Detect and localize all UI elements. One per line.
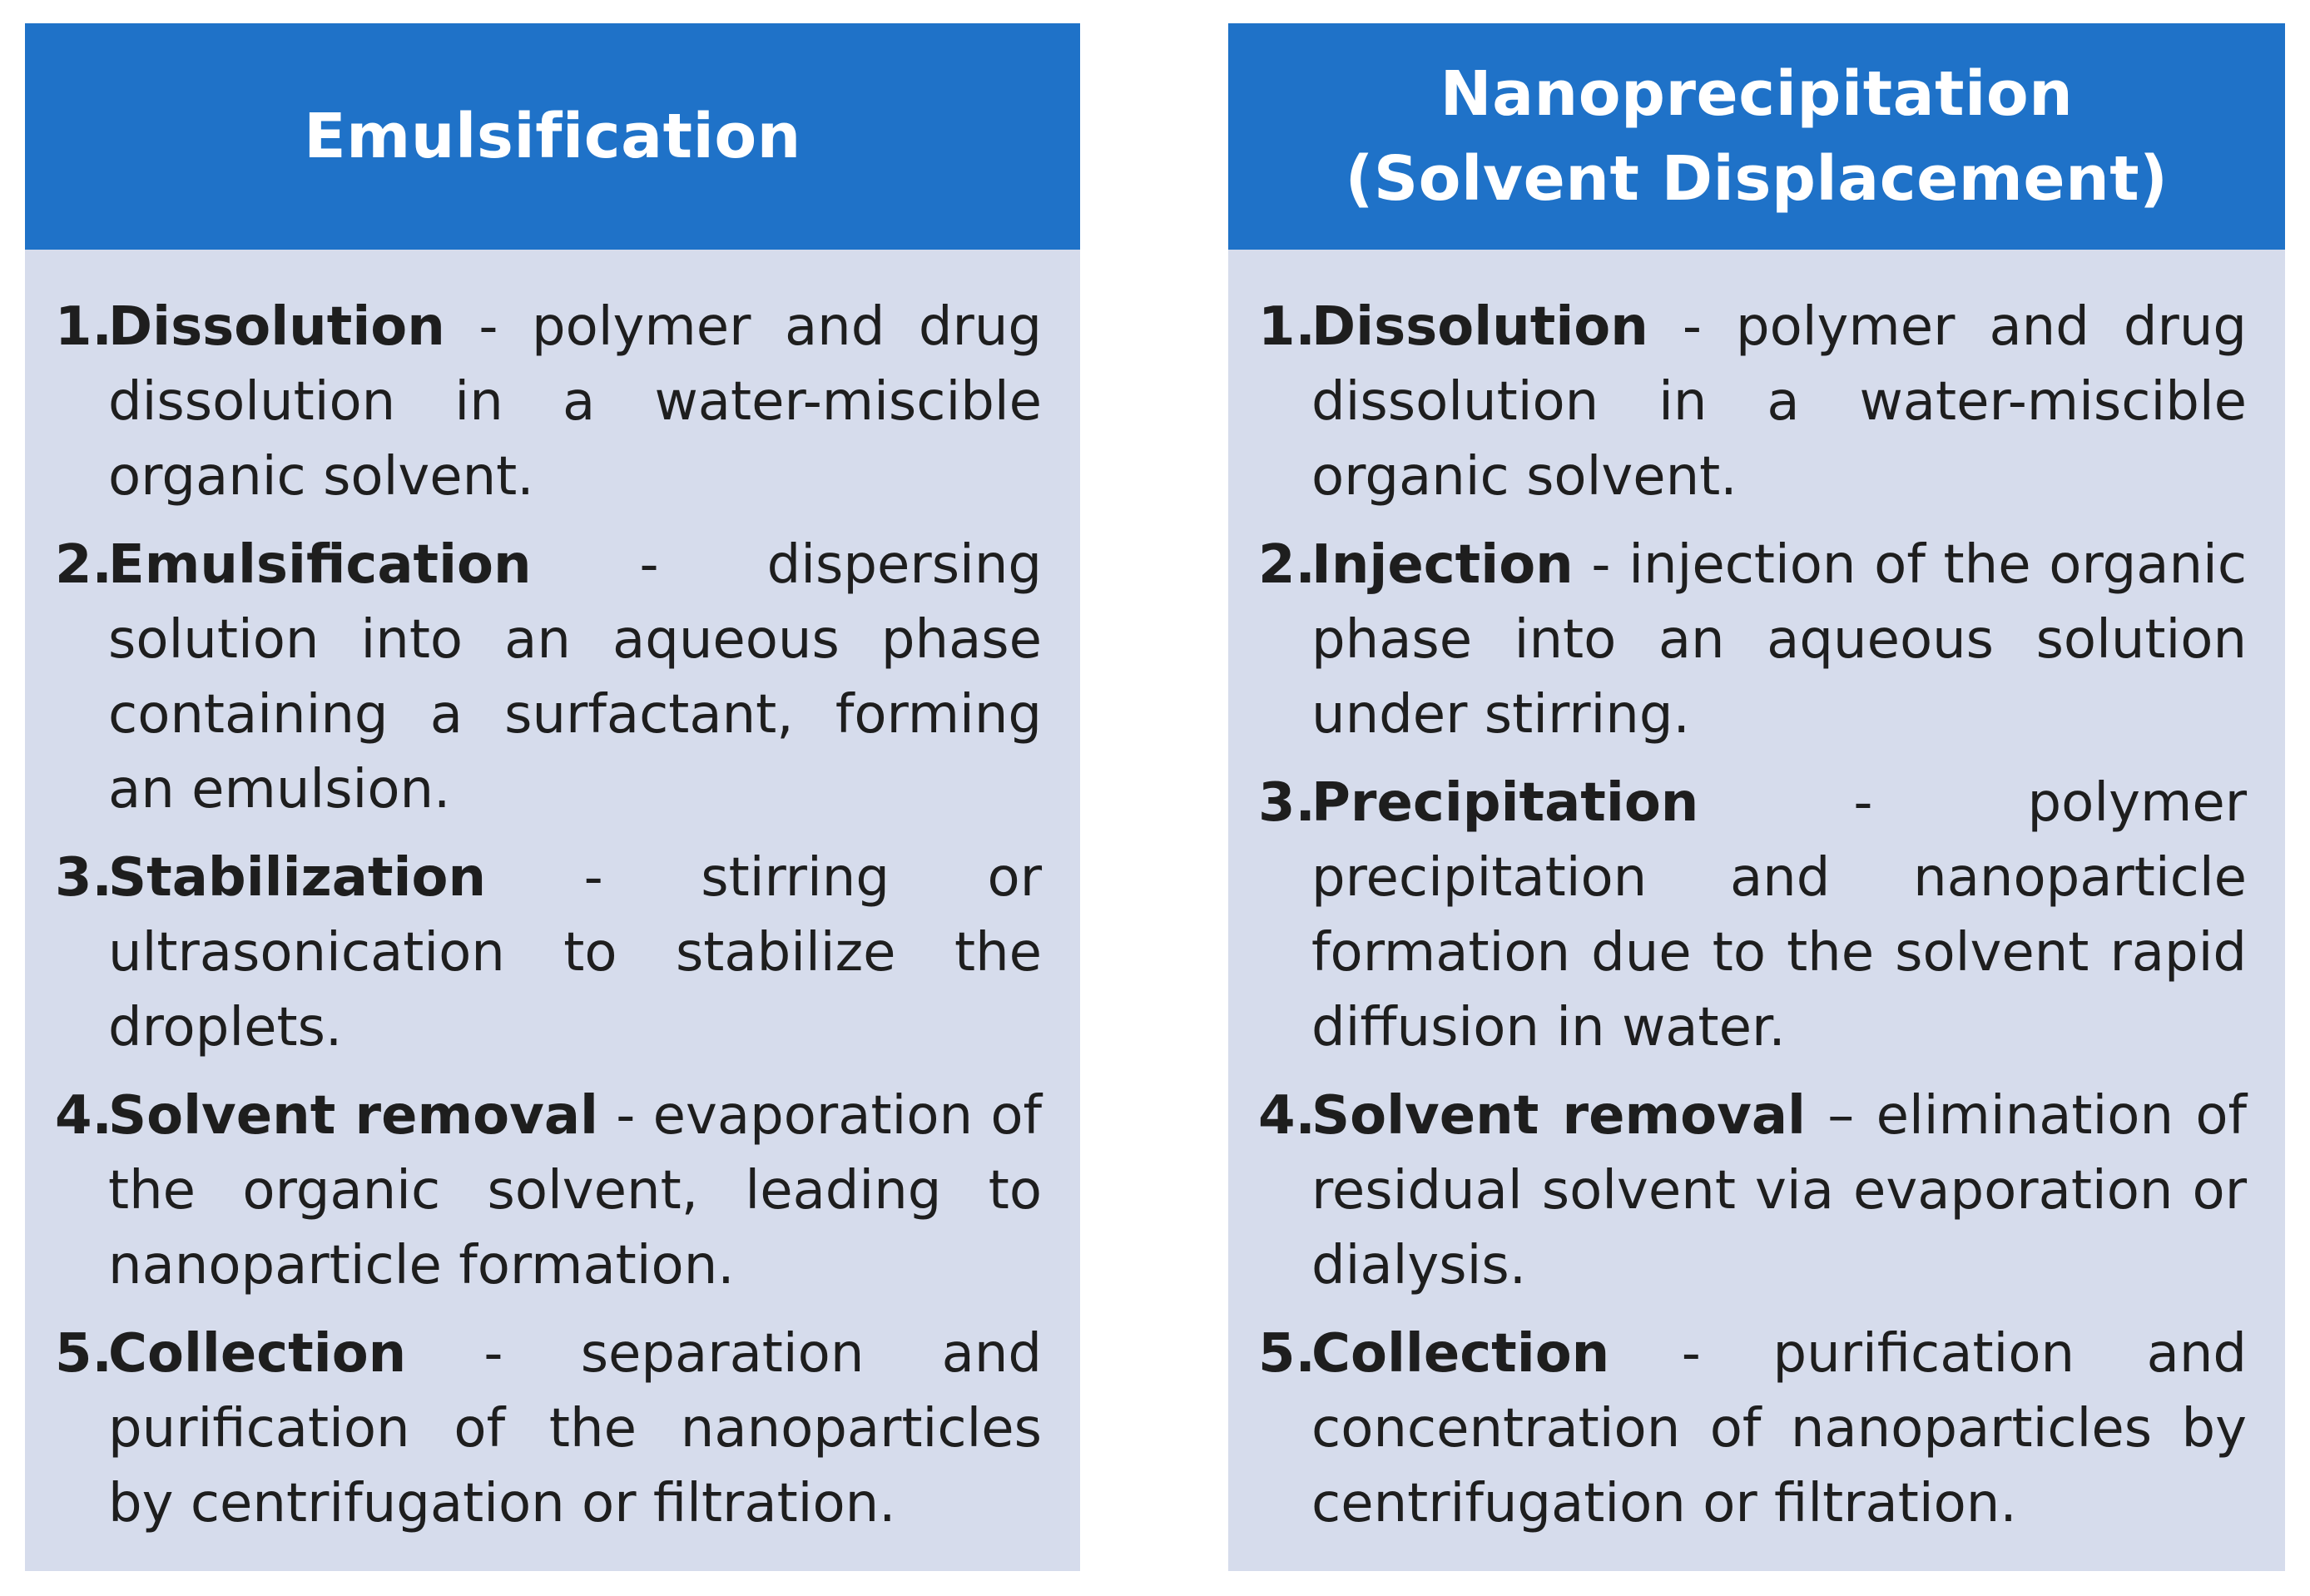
step-number: 2. bbox=[1258, 534, 1316, 596]
step-number: 5. bbox=[55, 1323, 112, 1385]
step-number: 4. bbox=[55, 1085, 112, 1147]
nanoprecipitation-step-2 bbox=[1258, 528, 2247, 752]
nanoprecipitation-title: Nanoprecipitation (Solvent Displacement) bbox=[1345, 58, 2169, 215]
step-description: - polymer and drug dissolution in a water-miscible organic solvent. bbox=[1311, 296, 2247, 508]
nanoprecipitation-step-3 bbox=[1258, 766, 2247, 1065]
emulsification-step-3 bbox=[55, 840, 1042, 1065]
emulsification-step-4 bbox=[55, 1078, 1042, 1303]
nanoprecipitation-step-5 bbox=[1258, 1316, 2247, 1541]
step-description: - evaporation of the organic solvent, leading to nanoparticle formation. bbox=[108, 1085, 1043, 1296]
step-description: - stirring or ultrasonication to stabilize the droplets. bbox=[108, 847, 1042, 1058]
emulsification-step-2 bbox=[55, 528, 1042, 827]
step-description: - purification and concentration of nanoparticles by centrifugation or filtration. bbox=[1311, 1323, 2247, 1534]
step-number: 1. bbox=[55, 296, 112, 358]
step-number: 1. bbox=[1258, 296, 1316, 358]
step-name: Solvent removal bbox=[1311, 1085, 1806, 1147]
step-number: 2. bbox=[55, 534, 112, 596]
emulsification-panel bbox=[25, 23, 1080, 1571]
step-name: Stabilization bbox=[108, 847, 486, 909]
step-description: - polymer and drug dissolution in a water-miscible organic solvent. bbox=[108, 296, 1042, 508]
step-description: - polymer precipitation and nanoparticle formation due to the solvent rapid diffusion in water. bbox=[1311, 772, 2247, 1058]
step-name: Collection bbox=[108, 1323, 407, 1385]
nanoprecipitation-step-1 bbox=[1258, 290, 2247, 514]
emulsification-step-1 bbox=[55, 290, 1042, 514]
nanoprecipitation-steps-list bbox=[1228, 250, 2285, 1541]
step-number: 3. bbox=[55, 847, 112, 909]
nanoprecipitation-header bbox=[1228, 23, 2285, 250]
emulsification-steps-list bbox=[25, 250, 1080, 1541]
step-description: - separation and purification of the nanoparticles by centrifugation or filtration. bbox=[108, 1323, 1042, 1534]
step-name: Precipitation bbox=[1311, 772, 1699, 834]
emulsification-title: Emulsification bbox=[304, 101, 801, 172]
step-number: 5. bbox=[1258, 1323, 1316, 1385]
step-name: Injection bbox=[1311, 534, 1574, 596]
emulsification-header bbox=[25, 23, 1080, 250]
step-description: - injection of the organic phase into an aqueous solution under stirring. bbox=[1311, 534, 2247, 746]
step-name: Dissolution bbox=[108, 296, 445, 358]
nanoprecipitation-panel bbox=[1228, 23, 2285, 1571]
step-description: – elimination of residual solvent via evaporation or dialysis. bbox=[1311, 1085, 2247, 1296]
step-description: - dispersing solution into an aqueous phase containing a surfactant, forming an emulsion. bbox=[108, 534, 1042, 820]
step-name: Solvent removal bbox=[108, 1085, 598, 1147]
nanoprecipitation-step-4 bbox=[1258, 1078, 2247, 1303]
step-name: Collection bbox=[1311, 1323, 1610, 1385]
step-name: Dissolution bbox=[1311, 296, 1648, 358]
step-number: 4. bbox=[1258, 1085, 1316, 1147]
emulsification-step-5 bbox=[55, 1316, 1042, 1541]
step-name: Emulsification bbox=[108, 534, 532, 596]
step-number: 3. bbox=[1258, 772, 1316, 834]
